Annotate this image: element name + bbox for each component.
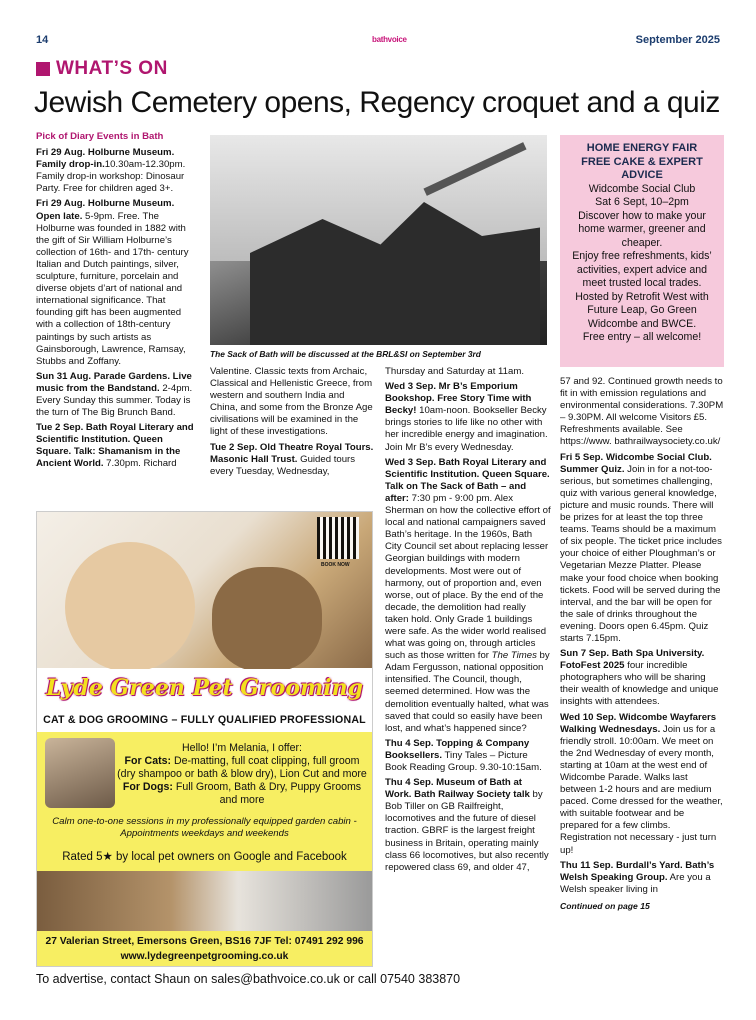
ad-intro: Hello! I’m Melania, I offer: (182, 742, 302, 754)
event-body: 10.30am-12.30pm. Family drop-in workshop: Dinosaur Party. Free for children aged 3+. (36, 159, 186, 195)
event-body: 2-4pm. Every Sunday this summer. Today is the turn of The Big Brunch Band. (36, 382, 193, 419)
cat-image (212, 567, 322, 672)
event-entry (36, 422, 200, 470)
event-entry (385, 381, 551, 454)
column-1 (36, 131, 200, 474)
advertise-footer: To advertise, contact Shaun on sales@bathvoice.co.uk or call 07540 383870 (36, 972, 461, 986)
event-head: Sun 31 Aug. Parade Gardens. Live music from the Bandstand. (36, 370, 192, 394)
pick-title: Pick of Diary Events in Bath (36, 131, 164, 142)
event-head: Tue 2 Sep. Bath Royal Literary and Scientific Institution. Queen Square. Talk: Shamanism in the Ancient World. (36, 422, 194, 470)
ad-subtitle: CAT & DOG GROOMING – FULLY QUALIFIED PROFESSIONAL (43, 714, 366, 726)
event-body: Tiny Tales – Picture Book Reading Group. 9.30-10:15am. (385, 749, 542, 773)
continued-text: Thursday and Saturday at 11am. (385, 366, 525, 377)
box-line: Discover how to make your home warmer, greener and cheaper. (578, 209, 706, 249)
event-head: Fri 5 Sep. Widcombe Social Club. Summer Quiz. (560, 451, 712, 475)
event-body: by Bob Tiller on GB Railfreight, locomotives and the future of diesel traction. GBRF is the largest freight business in Britain, operating mainly class 66 locomotives, but also recently repowered class 69, and older 47, (385, 789, 549, 873)
continued-text: 57 and 92. Continued growth needs to fit in with emission regulations and environmental considerations. 7.30PM – 9.30PM. All welcome Visitors £5. Refreshments available. See https://www. bathrailwaysociety.co.uk/ (560, 376, 724, 448)
section-label: WHAT’S ON (56, 58, 168, 79)
dog-cat-photo (37, 512, 372, 668)
event-head: Wed 3 Sep. Mr B’s Emporium Bookshop. Free Story Time with Becky! (385, 381, 532, 417)
box-line: Free entry – all welcome! (582, 331, 702, 343)
event-entry (36, 147, 200, 195)
event-entry (560, 860, 724, 896)
event-entry (560, 648, 724, 708)
event-head: Tue 2 Sep. Old Theatre Royal Tours. Masonic Hall Trust. (210, 441, 374, 465)
pet-grooming-ad[interactable] (36, 511, 373, 967)
ad-rating: Rated 5★ by local pet owners on Google and Facebook (62, 851, 347, 863)
column-3 (385, 366, 551, 877)
page-number: 14 (36, 34, 49, 46)
book-now-label: BOOK NOW (321, 562, 350, 568)
event-head: Sun 7 Sep. Bath Spa University. FotoFest 2025 (560, 648, 705, 672)
event-head: Fri 29 Aug. Holburne Museum. Open late. (36, 198, 175, 222)
box-line: Sat 6 Sept, 10–2pm (595, 196, 689, 208)
headline: Jewish Cemetery opens, Regency croquet and a quiz (34, 86, 720, 119)
ad-brand-name: Lyde Green Pet Grooming (37, 669, 372, 707)
event-entry (385, 738, 551, 774)
publication-logo: bathvoice (372, 35, 407, 44)
event-body: Guided tours every Tuesday, Wednesday, (210, 453, 356, 477)
section-label-row (36, 58, 168, 80)
event-body: Join in for a not-too-serious, but sometimes challenging, quiz with various general knowledge, picture and music rounds. There will be prizes for at least the top three teams. Teams should be a maximum of six people. The ticket price includes your choice of either Ploughman’s or Vegetarian Mezze Platter. Please make your food choice when booking tickets. Food will be served during the interval, and the bar will be open for the sale of drinks throughout the evening. Doors open 6.45pm. Quiz starts 7.15pm. (560, 463, 722, 644)
event-head: Wed 10 Sep. Widcombe Wayfarers Walking Wednesdays. (560, 711, 717, 735)
event-body: Join us for a friendly stroll. 10:00am. We meet on the 2nd Wednesday of every month, starting at 10am at the west end of Widcombe Parade. Walks last between 1-2 hours and are medium paced. Come dressed for the weather, with suitable footwear and be prepared for a few climbs. Registration not necessary - just turn up! (560, 723, 723, 856)
event-italic: The Times (491, 650, 537, 662)
ad-offer-panel (37, 732, 372, 871)
event-body: four incredible photographers who will be sharing their wealth of knowledge and unique insights with attendees. (560, 660, 719, 708)
event-head: Fri 29 Aug. Holburne Museum. Family drop-in. (36, 147, 175, 171)
issue-month: September 2025 (635, 34, 720, 46)
ad-contact (37, 931, 372, 967)
event-body: Are you a Welsh speaker living in (560, 871, 711, 895)
event-body: 7:30 pm - 9:00 pm. Alex Sherman on how the collective effort of local and national campaigners saved Bath’s heritage. In the 1960s, Bath City Council set about replacing lesser Georgian buildings with modern developments. Most were out of harmony, out of proportion and, even worse, out of place. By the end of the decade, the demolition had really taken hold. Only Grade 1 buildings were safe. As the wider world realised what was going on, through articles such as those written for (385, 492, 551, 662)
cats-text: De-matting, full coat clipping, full groom (dry shampoo or bath & blow dry), Lion Cut and more (117, 755, 367, 780)
event-head: Wed 3 Sep. Bath Royal Literary and Scientific Institution. Queen Square. Talk on The Sack of Bath – and after: (385, 456, 550, 504)
column-4 (560, 376, 724, 912)
event-body: 5-9pm. Free. The Holburne was founded in 1882 with the gift of Sir William Holburne’s collection of 16th- and 17th- century Italian and Dutch paintings, silver, sculpture, furniture, porcelain and diverse objets d’art of national and international significance. That founding gift has been augmented with a collection of 18th-century paintings by such artists as Gainsborough, Lawrence, Ramsay, Stubbs and Zoffany. (36, 210, 189, 367)
event-head: Thu 4 Sep. Museum of Bath at Work. Bath Railway Society talk (385, 777, 530, 801)
event-entry (36, 371, 200, 419)
event-head: Thu 11 Sep. Burdall’s Yard. Bath’s Welsh Speaking Group. (560, 859, 715, 883)
event-head: Thu 4 Sep. Topping & Company Booksellers. (385, 737, 530, 761)
qr-code-icon[interactable] (317, 517, 359, 559)
ad-offer-text (117, 742, 367, 807)
event-entry (385, 777, 551, 874)
event-entry (560, 452, 724, 646)
grooming-cabin-photo (37, 871, 372, 931)
box-line: Enjoy free refreshments, kids’ activities, expert advice and meet trusted local trades. (572, 250, 712, 289)
cats-label: For Cats: (124, 755, 172, 767)
event-body: 7.30pm. Richard (103, 458, 177, 470)
continued-text: Valentine. Classic texts from Archaic, Classical and Hellenistic Greece, from western and southern India and China, and some from the Bronze Age civilisations will be examined in the light of these investigations. (210, 366, 373, 438)
box-title-2: FREE CAKE & EXPERT ADVICE (581, 155, 703, 181)
box-title-1: HOME ENERGY FAIR (586, 142, 698, 154)
ad-address: 27 Valerian Street, Emersons Green, BS16 7JF Tel: 07491 292 996 (45, 936, 364, 947)
box-line: Widcombe Social Club (588, 182, 696, 195)
column-2 (210, 366, 374, 481)
event-body-tail: by Adam Fergusson, national opposition intensified. The Council, though, seemed determined. How was the demolition eventually halted, what was saved that could so easily have been lost, and what’s happened since? (385, 650, 550, 734)
photo-caption: The Sack of Bath will be discussed at the BRL&SI on September 3rd (210, 349, 481, 359)
dogs-text: Full Groom, Bath & Dry, Puppy Grooms and more (172, 781, 362, 806)
dogs-label: For Dogs: (122, 781, 173, 793)
page-header (36, 34, 720, 50)
sack-of-bath-photo (210, 135, 547, 345)
event-entry (560, 712, 724, 857)
dog-image (65, 542, 195, 672)
energy-fair-box (560, 135, 724, 367)
event-entry (385, 457, 551, 735)
box-line: Hosted by Retrofit West with Future Leap, Go Green Widcombe and BWCE. (575, 290, 709, 330)
section-square-icon (36, 62, 50, 76)
event-body: 10am-noon. Bookseller Becky brings stories to life like no other with her incredible energy and imagination. Join Mr B’s every Wednesday. (385, 405, 548, 453)
event-entry (36, 198, 200, 367)
ad-website-link[interactable]: www.lydegreenpetgrooming.co.uk (120, 951, 289, 962)
continued-note: Continued on page 15 (560, 900, 650, 911)
ad-calm-text: Calm one-to-one sessions in my professionally equipped garden cabin - Appointments weekdays and weekends (52, 816, 357, 839)
event-entry (210, 442, 374, 478)
groomer-photo (45, 738, 115, 808)
